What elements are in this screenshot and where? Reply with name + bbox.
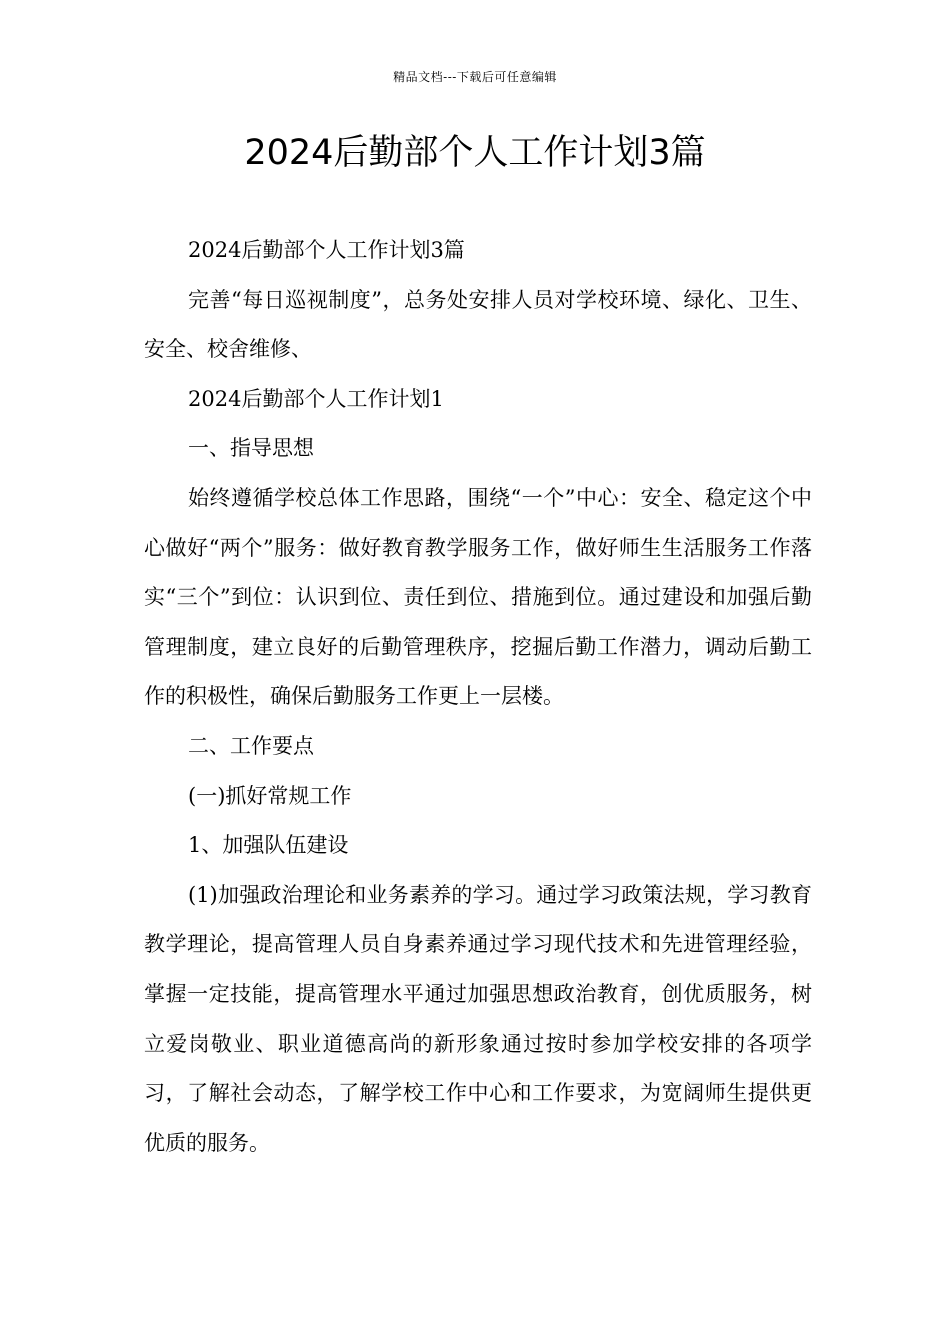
section-heading-guiding-ideas: 一、指导思想	[188, 436, 314, 461]
document-title: 2024后勤部个人工作计划3篇	[244, 133, 706, 173]
subsection-heading-routine-work: (一)抓好常规工作	[188, 783, 352, 808]
paragraph-guiding-ideas: 始终遵循学校总体工作思路，围绕“一个”中心：安全、稳定这个中心做好“两个”服务：做好教育教学服务工作，做好师生生活服务工作落实“三个”到位：认识到位、责任到位、措施到位。通过建设和加强后勤管理制度，建立良好的后勤管理秩序，挖掘后勤工作潜力，调动后勤工作的积极性，确保后勤服务工作更上一层楼。	[144, 485, 812, 709]
page-header-note: 精品文档---下载后可任意编辑	[393, 70, 557, 84]
paragraph-intro: 完善“每日巡视制度”，总务处安排人员对学校环境、绿化、卫生、安全、校舍维修、	[144, 287, 812, 362]
document-body	[144, 226, 812, 1168]
paragraph-plan-heading: 2024后勤部个人工作计划1	[188, 386, 444, 411]
paragraph-subtitle: 2024后勤部个人工作计划3篇	[188, 238, 465, 262]
paragraph-study-item: (1)加强政治理论和业务素养的学习。通过学习政策法规，学习教育教学理论，提高管理人员自身素养通过学习现代技术和先进管理经验，掌握一定技能，提高管理水平通过加强思想政治教育，创优质服务，树立爱岗敬业、职业道德高尚的新形象通过按时参加学校安排的各项学习，了解社会动态，了解学校工作中心和工作要求，为宽阔师生提供更优质的服务。	[144, 882, 812, 1155]
item-heading-team-building: 1、加强队伍建设	[188, 833, 349, 858]
section-heading-work-points: 二、工作要点	[188, 733, 314, 758]
